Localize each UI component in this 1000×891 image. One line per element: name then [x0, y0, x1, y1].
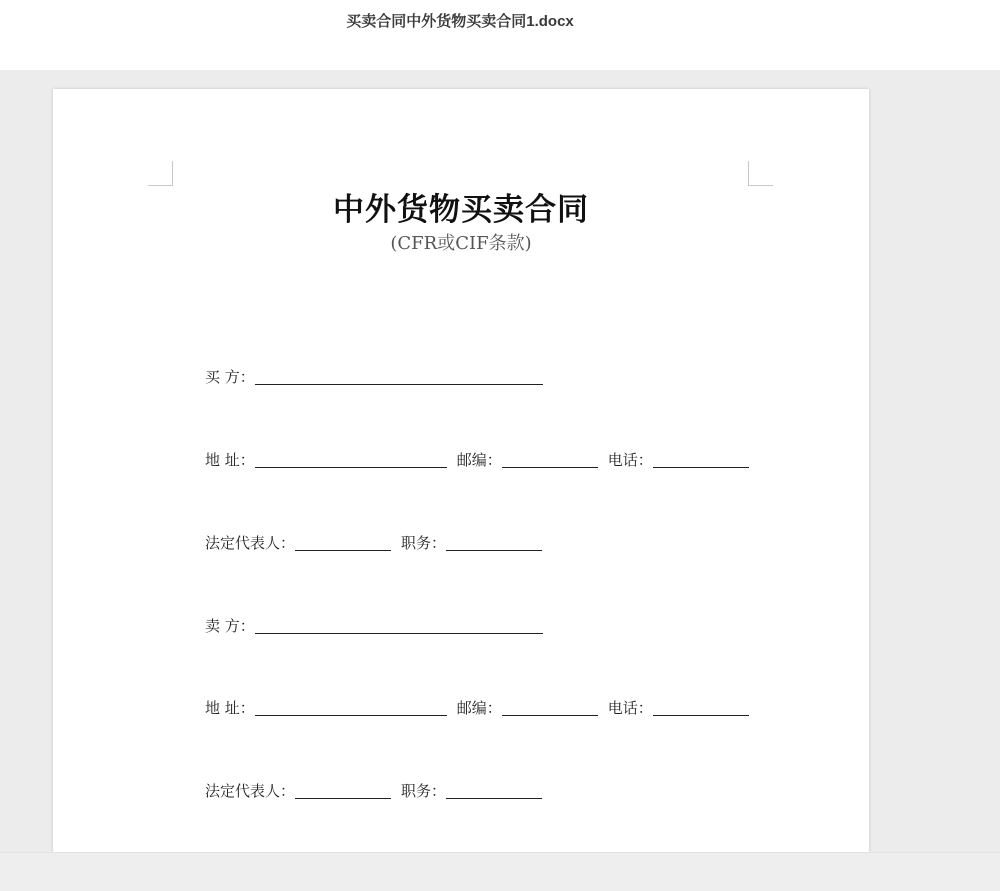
- seller-legal-rep-blank[interactable]: [295, 780, 391, 799]
- margin-corner-top-right: [748, 161, 773, 186]
- buyer-postcode-label: 邮编：: [456, 451, 502, 469]
- buyer-legal-rep-label: 法定代表人：: [205, 534, 296, 552]
- seller-label: 卖 方：: [205, 617, 255, 635]
- seller-address-row: [205, 696, 749, 718]
- seller-row: [205, 614, 543, 636]
- seller-address-blank[interactable]: [255, 697, 447, 716]
- document-page[interactable]: [53, 89, 869, 852]
- buyer-position-label: 职务：: [401, 534, 447, 552]
- buyer-phone-label: 电话：: [607, 451, 653, 469]
- buyer-postcode-blank[interactable]: [502, 449, 598, 468]
- buyer-legal-rep-blank[interactable]: [295, 532, 391, 551]
- seller-name-blank[interactable]: [255, 615, 543, 634]
- buyer-address-blank[interactable]: [255, 449, 447, 468]
- seller-address-label: 地 址：: [205, 699, 255, 717]
- margin-corner-top-left: [148, 161, 173, 186]
- buyer-legal-rep-row: [205, 531, 542, 553]
- buyer-position-blank[interactable]: [446, 532, 542, 551]
- seller-legal-rep-row: [205, 779, 542, 801]
- buyer-name-blank[interactable]: [255, 366, 543, 385]
- title-bar: [0, 0, 1000, 70]
- buyer-address-row: [205, 448, 749, 470]
- seller-position-blank[interactable]: [446, 780, 542, 799]
- buyer-row: [205, 365, 543, 387]
- seller-phone-blank[interactable]: [653, 697, 749, 716]
- seller-postcode-label: 邮编：: [456, 699, 502, 717]
- document-filename: 买卖合同中外货物买卖合同1.docx: [346, 13, 574, 30]
- buyer-label: 买 方：: [205, 368, 255, 386]
- contract-subtitle: (CFR或CIF条款): [390, 233, 532, 254]
- seller-position-label: 职务：: [401, 782, 447, 800]
- seller-postcode-blank[interactable]: [502, 697, 598, 716]
- buyer-address-label: 地 址：: [205, 451, 255, 469]
- seller-phone-label: 电话：: [607, 699, 653, 717]
- seller-legal-rep-label: 法定代表人：: [205, 782, 296, 800]
- buyer-phone-blank[interactable]: [653, 449, 749, 468]
- bottom-bar: [0, 852, 1000, 891]
- contract-title: 中外货物买卖合同: [333, 192, 589, 228]
